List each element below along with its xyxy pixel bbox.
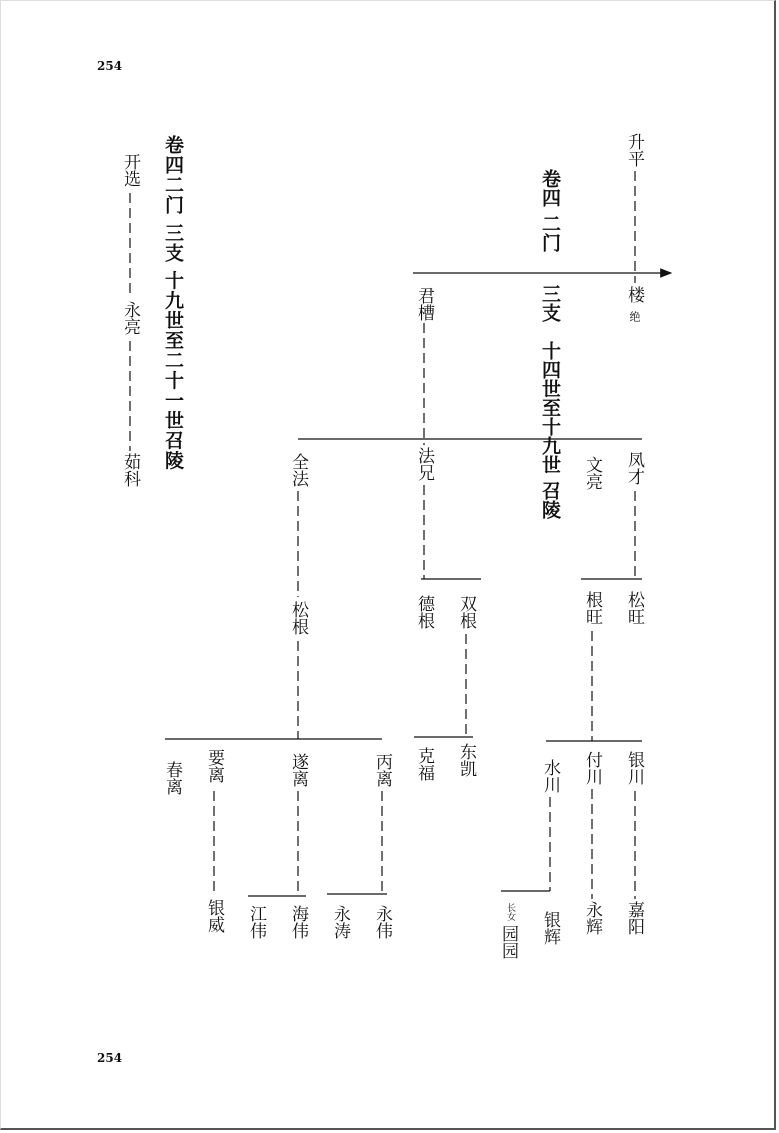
note-changnv: 长女 [505, 903, 515, 921]
name-dongkai: 东凯 [456, 743, 476, 777]
name-shuichuan: 水川 [540, 759, 560, 793]
note-lou-jue: 绝 [628, 311, 641, 322]
name-songgen: 松根 [288, 601, 308, 635]
name-lou: 楼 [624, 286, 644, 303]
name-kefu: 克福 [414, 747, 434, 781]
name-quanfa: 全法 [288, 453, 308, 487]
name-jiangwei: 江伟 [246, 905, 266, 939]
page-number-bottom: 254 [97, 1051, 123, 1065]
name-ruke: 茹科 [120, 453, 140, 487]
name-yuanyuan: 园园 [498, 925, 518, 959]
name-fengcai: 凤才 [624, 451, 644, 485]
name-junchao: 君槽 [414, 287, 434, 321]
right-chart-title-part3: 十四世至十九世 召陵 [539, 341, 561, 519]
name-bingli: 丙离 [372, 753, 392, 787]
name-yongwei: 永伟 [372, 905, 392, 939]
name-haiwei: 海伟 [288, 905, 308, 939]
genealogy-lines [1, 1, 774, 1128]
page-number-top: 254 [97, 59, 123, 73]
name-chunli: 春离 [162, 761, 182, 795]
name-faxiong: 法兄 [414, 447, 434, 481]
name-songwang: 松旺 [624, 591, 644, 625]
name-jiayang: 嘉阳 [624, 901, 644, 935]
right-chart-title-part1: 卷四 二门 [539, 169, 561, 252]
name-yongtao: 永涛 [330, 905, 350, 939]
name-kaixuan: 开选 [120, 153, 140, 187]
left-chart-title: 卷四二门 三支 十九世至二十一世召陵 [162, 135, 184, 471]
name-yinchuan: 银川 [624, 751, 644, 785]
right-chart-title-part2: 三支 [539, 284, 561, 322]
name-suili: 遂离 [288, 753, 308, 787]
name-yinhui: 银辉 [540, 911, 560, 945]
name-yaoli: 要离 [204, 749, 224, 783]
name-shuanggen: 双根 [456, 595, 476, 629]
name-degen: 德根 [414, 595, 434, 629]
name-yinwei: 银威 [204, 899, 224, 933]
name-yonghui: 永辉 [582, 901, 602, 935]
name-genwang: 根旺 [582, 591, 602, 625]
name-yongliang: 永亮 [120, 301, 140, 335]
name-shengping: 升平 [624, 133, 644, 167]
name-wenliang: 文亮 [582, 456, 602, 490]
name-fuchuan: 付川 [582, 751, 602, 785]
